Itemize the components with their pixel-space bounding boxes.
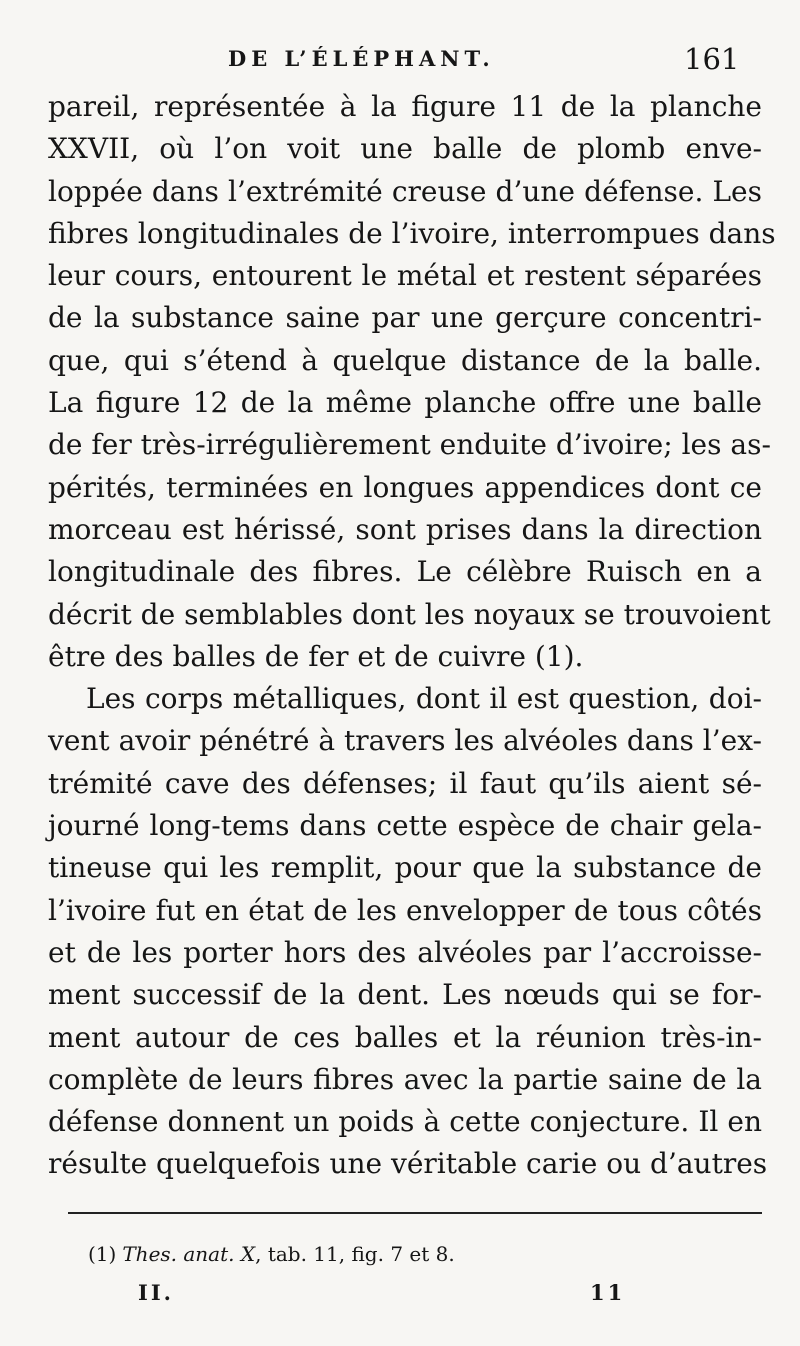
text-line: ment autour de ces balles et la réunion très-in-: [48, 1020, 762, 1054]
footnote-reference: , tab. 11, fig. 7 et 8.: [255, 1242, 455, 1266]
text-line: morceau est hérissé, sont prises dans la direction: [48, 512, 762, 546]
text-line: tineuse qui les remplit, pour que la substance de: [48, 851, 762, 885]
text-line: Les corps métalliques, dont il est question, doi-: [86, 682, 762, 716]
text-line: journé long-tems dans cette espèce de chair gela-: [48, 809, 762, 843]
footnote-source: Thes. anat. X: [122, 1242, 256, 1266]
footnote-number: (1): [88, 1242, 117, 1266]
text-line: de fer très-irrégulièrement enduite d’ivoire; les as-: [48, 428, 771, 462]
text-line: de la substance saine par une gerçure concentri-: [48, 301, 762, 335]
text-line: vent avoir pénétré à travers les alvéoles dans l’ex-: [48, 724, 762, 758]
text-line: ment successif de la dent. Les nœuds qui se for-: [48, 978, 762, 1012]
running-head: DE L’ÉLÉPHANT.: [228, 46, 495, 71]
text-line: pérités, terminées en longues appendices dont ce: [48, 470, 762, 504]
footnote-rule: [68, 1212, 762, 1214]
gathering-signature: 11: [590, 1280, 626, 1305]
text-line: fibres longitudinales de l’ivoire, interrompues dans: [48, 216, 776, 250]
text-line: l’ivoire fut en état de les envelopper de tous côtés: [48, 893, 762, 927]
text-line: défense donnent un poids à cette conjecture. Il en: [48, 1105, 762, 1139]
text-line: complète de leurs fibres avec la partie saine de la: [48, 1062, 762, 1096]
text-line: trémité cave des défenses; il faut qu’ils aient sé-: [48, 766, 762, 800]
text-line: La figure 12 de la même planche offre une balle: [48, 386, 762, 420]
text-line: pareil, représentée à la figure 11 de la planche: [48, 90, 762, 123]
page-number: 161: [684, 42, 740, 76]
text-line: leur cours, entourent le métal et restent séparées: [48, 259, 762, 293]
footnote: [88, 1242, 455, 1266]
text-line: résulte quelquefois une véritable carie ou d’autres: [48, 1147, 768, 1181]
text-line: et de les porter hors des alvéoles par l’accroisse-: [48, 935, 762, 969]
volume-signature: II.: [138, 1280, 174, 1305]
text-line: décrit de semblables dont les noyaux se trouvoient: [48, 597, 771, 631]
text-line: que, qui s’étend à quelque distance de la balle.: [48, 343, 762, 377]
text-line: longitudinale des fibres. Le célèbre Ruisch en a: [48, 555, 762, 589]
page-header: [0, 42, 800, 82]
text-line: XXVII, où l’on voit une balle de plomb enve-: [48, 132, 762, 166]
text-line: loppée dans l’extrémité creuse d’une défense. Les: [48, 174, 762, 208]
text-line: être des balles de fer et de cuivre (1).: [48, 639, 584, 673]
body-text: [48, 86, 776, 1186]
